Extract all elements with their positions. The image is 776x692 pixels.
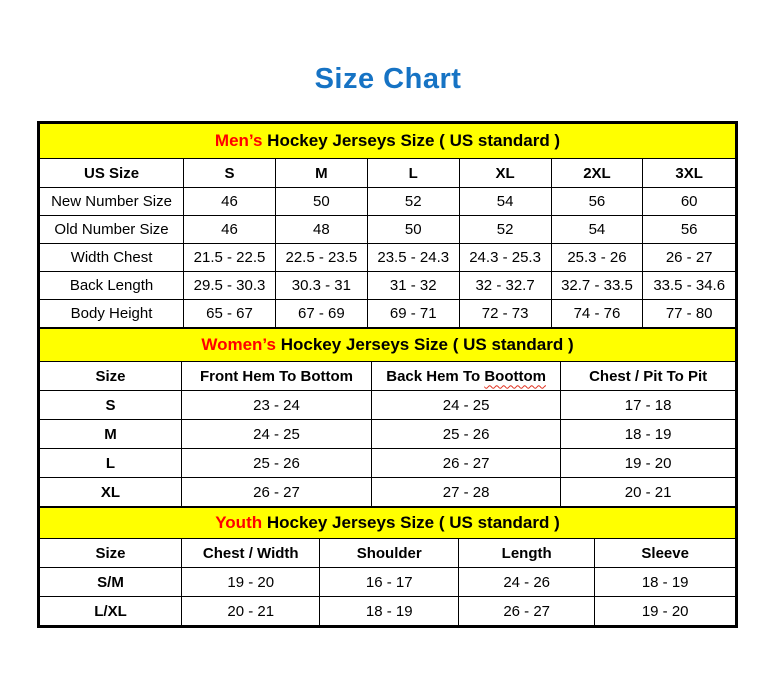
table-cell: 69 - 71 (367, 300, 459, 328)
row-label: L (40, 449, 182, 478)
table-row (40, 272, 736, 300)
row-label: New Number Size (40, 188, 184, 216)
table-cell: 54 (551, 216, 643, 244)
table-cell: 26 - 27 (458, 597, 594, 626)
youth-size-table (39, 507, 736, 626)
column-header: US Size (40, 159, 184, 188)
column-header: Size (40, 362, 182, 391)
table-cell: 18 - 19 (595, 568, 736, 597)
table-row (40, 244, 736, 272)
row-label: L/XL (40, 597, 182, 626)
column-header: Size (40, 539, 182, 568)
column-header (371, 362, 560, 391)
table-cell: 18 - 19 (320, 597, 459, 626)
table-cell: 19 - 20 (181, 568, 320, 597)
mens-size-table (39, 123, 736, 328)
table-cell: 25 - 26 (371, 420, 560, 449)
table-cell: 56 (643, 216, 736, 244)
table-cell: 54 (459, 188, 551, 216)
column-header: 3XL (643, 159, 736, 188)
column-header: L (367, 159, 459, 188)
column-header-text: Back Hem To (386, 367, 485, 385)
table-row (40, 597, 736, 626)
table-cell: 26 - 27 (643, 244, 736, 272)
table-cell: 25.3 - 26 (551, 244, 643, 272)
column-header: XL (459, 159, 551, 188)
row-label: Body Height (40, 300, 184, 328)
table-cell: 22.5 - 23.5 (275, 244, 367, 272)
row-label: Old Number Size (40, 216, 184, 244)
row-label: Back Length (40, 272, 184, 300)
table-cell: 46 (184, 188, 276, 216)
womens-section-header (40, 329, 736, 362)
column-header: Length (458, 539, 594, 568)
table-row (40, 391, 736, 420)
table-row (40, 449, 736, 478)
youth-accent-text: Youth (215, 513, 263, 532)
table-cell: 32 - 32.7 (459, 272, 551, 300)
table-cell: 20 - 21 (181, 597, 320, 626)
column-header: Sleeve (595, 539, 736, 568)
column-header: Chest / Width (181, 539, 320, 568)
column-header: Shoulder (320, 539, 459, 568)
table-cell: 26 - 27 (181, 478, 371, 507)
table-cell: 19 - 20 (595, 597, 736, 626)
womens-section-title-text: Hockey Jerseys Size ( US standard ) (275, 335, 574, 354)
column-header: 2XL (551, 159, 643, 188)
column-header: Chest / Pit To Pit (561, 362, 736, 391)
row-label: M (40, 420, 182, 449)
youth-section-header (40, 508, 736, 539)
table-cell: 24 - 25 (371, 391, 560, 420)
table-cell: 65 - 67 (184, 300, 276, 328)
table-cell: 19 - 20 (561, 449, 736, 478)
page-title: Size Chart (314, 63, 462, 95)
table-row (40, 478, 736, 507)
table-cell: 23.5 - 24.3 (367, 244, 459, 272)
table-cell: 56 (551, 188, 643, 216)
column-header: M (275, 159, 367, 188)
table-cell: 17 - 18 (561, 391, 736, 420)
table-row (40, 216, 736, 244)
table-cell: 67 - 69 (275, 300, 367, 328)
column-header: S (184, 159, 276, 188)
table-cell: 25 - 26 (181, 449, 371, 478)
table-cell: 50 (367, 216, 459, 244)
table-cell: 20 - 21 (561, 478, 736, 507)
table-cell: 48 (275, 216, 367, 244)
table-cell: 23 - 24 (181, 391, 371, 420)
table-row (40, 568, 736, 597)
table-cell: 46 (184, 216, 276, 244)
table-cell: 24.3 - 25.3 (459, 244, 551, 272)
table-cell: 72 - 73 (459, 300, 551, 328)
misspelled-word: Boottom (484, 367, 546, 385)
column-header: Front Hem To Bottom (181, 362, 371, 391)
row-label: S (40, 391, 182, 420)
mens-section-header (40, 124, 736, 159)
table-row (40, 300, 736, 328)
table-cell: 60 (643, 188, 736, 216)
table-cell: 52 (367, 188, 459, 216)
table-cell: 77 - 80 (643, 300, 736, 328)
table-cell: 52 (459, 216, 551, 244)
row-label: XL (40, 478, 182, 507)
table-cell: 27 - 28 (371, 478, 560, 507)
row-label: S/M (40, 568, 182, 597)
table-cell: 32.7 - 33.5 (551, 272, 643, 300)
table-cell: 30.3 - 31 (275, 272, 367, 300)
table-cell: 50 (275, 188, 367, 216)
table-row (40, 188, 736, 216)
womens-accent-text: Women’s (201, 335, 276, 354)
table-row (40, 420, 736, 449)
youth-section-title-text: Hockey Jerseys Size ( US standard ) (262, 513, 560, 532)
row-label: Width Chest (40, 244, 184, 272)
table-cell: 16 - 17 (320, 568, 459, 597)
table-cell: 24 - 25 (181, 420, 371, 449)
table-cell: 18 - 19 (561, 420, 736, 449)
table-cell: 74 - 76 (551, 300, 643, 328)
womens-size-table (39, 328, 736, 507)
size-chart-container (37, 121, 738, 628)
table-cell: 21.5 - 22.5 (184, 244, 276, 272)
table-cell: 26 - 27 (371, 449, 560, 478)
mens-accent-text: Men’s (214, 131, 263, 150)
mens-section-title-text: Hockey Jerseys Size ( US standard ) (262, 131, 561, 150)
table-cell: 33.5 - 34.6 (643, 272, 736, 300)
table-cell: 31 - 32 (367, 272, 459, 300)
table-cell: 29.5 - 30.3 (184, 272, 276, 300)
table-cell: 24 - 26 (458, 568, 594, 597)
